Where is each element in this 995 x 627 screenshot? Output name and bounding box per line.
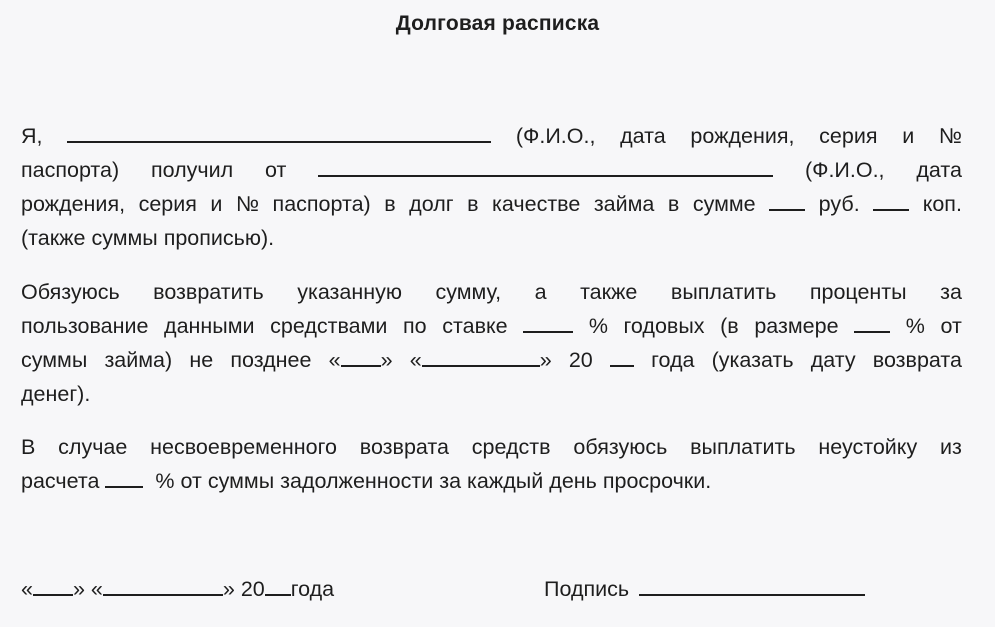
word: суммы [207, 469, 275, 493]
return-day-blank[interactable] [341, 346, 381, 367]
word: каждый [467, 469, 544, 493]
word: средств [471, 435, 551, 459]
word: руб. [818, 192, 860, 216]
word: суммы [21, 348, 88, 372]
word: сумму, [435, 280, 502, 304]
word: (указать [711, 348, 794, 372]
word: ставке [442, 314, 508, 338]
word: в [384, 192, 396, 216]
word: коп. [922, 192, 962, 216]
signing-year-blank[interactable] [265, 575, 291, 596]
word: Я, [21, 124, 43, 148]
word: паспорта) [272, 192, 371, 216]
word: получил [150, 158, 234, 182]
paragraph-2-line-1 [21, 278, 962, 306]
word: % [905, 314, 925, 338]
word: от [940, 314, 962, 338]
paragraph-2-line-2 [21, 312, 962, 340]
word: от [264, 158, 287, 182]
amount-rubles-blank[interactable] [769, 190, 805, 211]
word: долг [409, 192, 454, 216]
paragraph-2-line-4: денег). [21, 382, 91, 406]
word: рождения, [690, 124, 795, 148]
footer-signature [544, 575, 865, 603]
word: проценты [809, 280, 907, 304]
penalty-percent-blank[interactable] [105, 467, 143, 488]
paragraph-3-line-1 [21, 433, 962, 461]
word: рождения, [21, 192, 126, 216]
interest-percent-blank[interactable] [854, 312, 890, 333]
word: по [403, 314, 427, 338]
signing-day-blank[interactable] [33, 575, 73, 596]
word: № [938, 124, 962, 148]
paragraph-2-line-3 [21, 346, 962, 374]
word: паспорта) [21, 158, 120, 182]
word: годовых [623, 314, 705, 338]
word: расчета [21, 469, 100, 493]
word: за [439, 469, 462, 493]
word: несвоевременного [150, 435, 337, 459]
word: просрочки. [602, 469, 712, 493]
word: 20 [568, 348, 593, 372]
word: % [588, 314, 608, 338]
word: Обязуюсь [21, 280, 120, 304]
word: не [189, 348, 214, 372]
word: (в [720, 314, 739, 338]
return-year-blank[interactable] [610, 346, 634, 367]
signature-label: Подпись [544, 577, 630, 601]
word: выплатить [670, 280, 777, 304]
word: и [902, 124, 915, 148]
word: серия [138, 192, 197, 216]
word: выплатить [690, 435, 796, 459]
word: задолженности [280, 469, 434, 493]
word: пользование [21, 314, 149, 338]
return-month: « » [409, 348, 552, 372]
word: и [210, 192, 223, 216]
word: из [940, 435, 962, 459]
paragraph-1-line-2 [21, 156, 962, 184]
word: указанную [297, 280, 402, 304]
word: (Ф.И.О., [515, 124, 596, 148]
word: неустойку [818, 435, 918, 459]
word: день [549, 469, 597, 493]
signing-month-blank[interactable] [103, 575, 223, 596]
word: возврата [359, 435, 449, 459]
footer-date: « » « » 20 года [21, 577, 335, 601]
word: от [180, 469, 202, 493]
word: дата [620, 124, 666, 148]
word: займа) [104, 348, 173, 372]
word: серия [819, 124, 878, 148]
word: за [940, 280, 962, 304]
signature-blank[interactable] [639, 575, 865, 596]
paragraph-1-line-4: (также суммы прописью). [21, 226, 275, 250]
word: в [467, 192, 479, 216]
word: (Ф.И.О., [804, 158, 885, 182]
word: случае [58, 435, 128, 459]
paragraph-3-line-2 [21, 467, 962, 495]
word: данными [164, 314, 255, 338]
return-day: « » [328, 348, 393, 372]
document-title: Долговая расписка [395, 12, 600, 35]
word: года [651, 348, 695, 372]
word: дата [916, 158, 962, 182]
amount-kopecks-blank[interactable] [873, 190, 909, 211]
return-month-blank[interactable] [422, 346, 540, 367]
word: средствами [270, 314, 388, 338]
paragraph-1-line-3 [21, 190, 962, 218]
paragraph-1-line-1 [21, 122, 962, 150]
borrower-name-blank[interactable] [67, 122, 491, 143]
word: займа [593, 192, 655, 216]
word: % [155, 469, 175, 493]
word: позднее [230, 348, 312, 372]
word: № [235, 192, 260, 216]
word: возврата [872, 348, 962, 372]
word: обязуюсь [573, 435, 668, 459]
word: в [667, 192, 680, 216]
word: В [21, 435, 36, 459]
word: а [534, 280, 547, 304]
word: размере [754, 314, 839, 338]
word: также [580, 280, 638, 304]
word: сумме [692, 192, 756, 216]
word: дату [810, 348, 856, 372]
word: качестве [492, 192, 581, 216]
lender-name-blank[interactable] [318, 156, 773, 177]
word: возвратить [153, 280, 264, 304]
interest-rate-blank[interactable] [523, 312, 573, 333]
